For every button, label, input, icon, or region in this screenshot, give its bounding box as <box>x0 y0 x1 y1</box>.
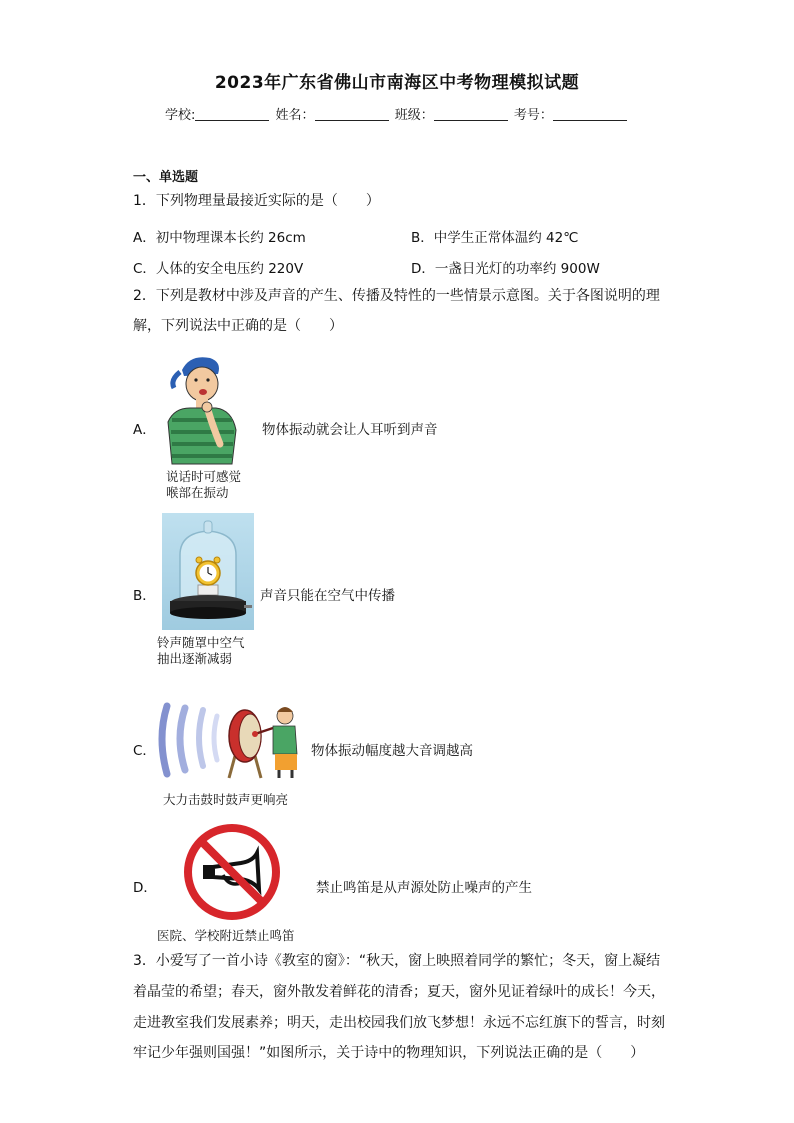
q2-option-c-caption <box>163 792 323 808</box>
q2-option-b-caption <box>157 635 267 667</box>
question-3-line2: 着晶莹的希望；春天，窗外散发着鲜花的清香；夏天，窗外见证着绿叶的成长！今天， <box>133 984 665 1000</box>
caption-line: 说话时可感觉 <box>166 469 242 484</box>
question-3-line1: 3．小爱写了一首小诗《教室的窗》：“秋天，窗上映照着同学的繁忙；冬天，窗上凝结 <box>133 953 661 969</box>
q2-option-d-caption <box>157 928 327 944</box>
q2-option-a-letter: A． <box>133 422 156 438</box>
q2-option-c-text: 物体振动幅度越大音调越高 <box>311 743 473 759</box>
no-horn-sign-icon <box>183 823 281 921</box>
q2-option-a-caption <box>166 469 266 501</box>
question-2-stem-line2: 解，下列说法中正确的是（ ） <box>133 318 343 334</box>
caption-line: 医院、学校附近禁止鸣笛 <box>157 928 295 943</box>
caption-line: 铃声随罩中空气 <box>157 635 245 650</box>
school-blank[interactable] <box>195 107 269 121</box>
q2-option-b-letter: B． <box>133 588 156 604</box>
q2-option-d-text: 禁止鸣笛是从声源处防止噪声的产生 <box>316 880 532 896</box>
bell-jar-clock-image <box>162 513 254 630</box>
boy-touching-throat-image <box>160 352 240 467</box>
q2-option-d-letter: D． <box>133 880 157 896</box>
caption-line: 喉部在振动 <box>166 485 229 500</box>
class-label: 班级： <box>394 108 434 123</box>
exam-no-label: 考号： <box>513 108 553 123</box>
school-label: 学校: <box>165 108 196 123</box>
q1-option-a: A．初中物理课本长约 26cm <box>133 230 306 246</box>
drum-striking-image <box>155 698 300 780</box>
q2-option-b-text: 声音只能在空气中传播 <box>260 588 395 604</box>
section-title: 一、单选题 <box>133 170 199 185</box>
exam-no-blank[interactable] <box>553 107 627 121</box>
q2-option-c-letter: C． <box>133 743 156 759</box>
class-blank[interactable] <box>434 107 508 121</box>
caption-line: 大力击鼓时鼓声更响亮 <box>163 792 289 807</box>
name-label: 姓名： <box>275 108 315 123</box>
q1-option-c: C．人体的安全电压约 220V <box>133 261 304 277</box>
question-3-line3: 走进教室我们发展素养；明天，走出校园我们放飞梦想！永远不忘红旗下的誓言，时刻 <box>133 1015 665 1031</box>
question-3-line4: 牢记少年强则国强！”如图所示，关于诗中的物理知识，下列说法正确的是（ ） <box>133 1045 645 1061</box>
q1-option-d: D．一盏日光灯的功率约 900W <box>411 261 600 277</box>
q1-option-b: B．中学生正常体温约 42℃ <box>411 230 579 246</box>
caption-line: 抽出逐渐减弱 <box>157 651 233 666</box>
page-title: 2023年广东省佛山市南海区中考物理模拟试题 <box>214 73 580 93</box>
student-info-line <box>165 104 629 123</box>
question-1-stem: 1．下列物理量最接近实际的是（ ） <box>133 193 380 209</box>
question-2-stem-line1: 2．下列是教材中涉及声音的产生、传播及特性的一些情景示意图。关于各图说明的理 <box>133 288 660 304</box>
name-blank[interactable] <box>315 107 389 121</box>
q2-option-a-text: 物体振动就会让人耳听到声音 <box>262 422 438 438</box>
